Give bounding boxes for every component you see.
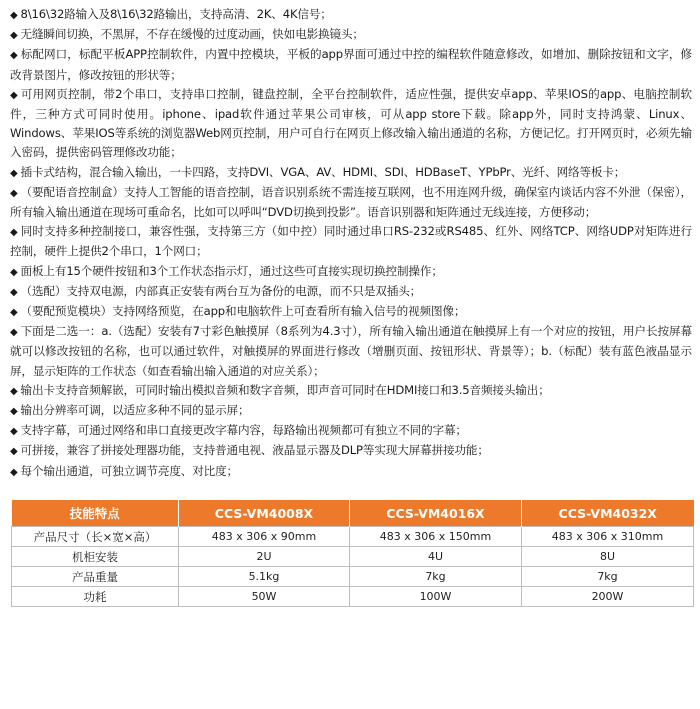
feature-item (10, 441, 692, 461)
feature-text: （要配语音控制盒）支持人工智能的语音控制，语音识别系统不需连接互联网，也不用连网升级，确保室内谈话内容不外泄（保密），所有输入输出通道在现场可重命名，比如可以呼叫“DVD切换到投影”。语音识别器和矩阵通过无线连接，方便移动； (10, 184, 692, 220)
feature-item (10, 381, 692, 401)
diamond-bullet-icon: ◆ (10, 307, 18, 319)
feature-text: 标配网口，标配平板APP控制软件，内置中控模块，平板的app界面可通过中控的编程软件随意修改，如增加、删除按钮和文字，修改背景图片，修改按钮的形状等； (10, 47, 692, 82)
spec-label-cell: 功耗 (12, 587, 179, 607)
diamond-bullet-icon: ◆ (10, 30, 18, 42)
spec-header-row (12, 500, 694, 527)
feature-text: 无缝瞬间切换，不黑屏，不存在缓慢的过度动画，快如电影换镜头； (20, 27, 364, 42)
feature-text: （选配）支持双电源，内部真正安装有两台互为备份的电源，而不只是双插头； (20, 283, 422, 298)
feature-list (10, 5, 692, 482)
spec-value-cell: 483 x 306 x 150mm (350, 527, 522, 547)
feature-text: 插卡式结构，混合输入输出，一卡四路，支持DVI、VGA、AV、HDMI、SDI、HDBaseT、YPbPr、光纤、网络等板卡； (20, 164, 626, 179)
table-row (12, 527, 694, 547)
diamond-bullet-icon: ◆ (10, 167, 18, 179)
spec-value-cell: 483 x 306 x 90mm (179, 527, 350, 547)
feature-item (10, 222, 692, 261)
spec-label-cell: 机柜安装 (12, 547, 179, 567)
feature-item (10, 163, 692, 183)
spec-value-cell: 7kg (350, 567, 522, 587)
diamond-bullet-icon: ◆ (10, 466, 18, 478)
feature-text: （要配预览模块）支持网络预览，在app和电脑软件上可查看所有输入信号的视频图像； (20, 304, 466, 319)
feature-item (10, 401, 692, 421)
spec-header-cell: CCS-VM4016X (350, 500, 522, 527)
feature-text: 同时支持多种控制接口，兼容性强，支持第三方（如中控）同时通过串口RS-232或RS485、红外、网络TCP、网络UDP对矩阵进行控制，硬件上提供2个串口，1个网口； (10, 224, 692, 259)
feature-item (10, 45, 692, 84)
diamond-bullet-icon: ◆ (10, 50, 18, 62)
spec-table (11, 500, 694, 607)
feature-item (10, 322, 692, 381)
feature-item (10, 5, 692, 25)
diamond-bullet-icon: ◆ (10, 385, 18, 397)
feature-text: 支持字幕，可通过网络和串口直接更改字幕内容，每路输出视频都可有独立不同的字幕； (20, 423, 467, 438)
feature-text: 可用网页控制，带2个串口，支持串口控制，键盘控制，全平台控制软件，适应性强，提供安卓app、苹果IOS的app、电脑控制软件，三种方式可同时使用。iphone、ipad软件通过苹果公司审核，可从app store下载。除app外，同时支持鸿蒙、Linux、Windows、苹果IOS等系统的浏览器Web网页控制，用户可自行在网页上修改输入输出通道的名称，方便记忆。打开网页时，必须先输入密码，提供密码管理修改功能； (10, 86, 692, 160)
diamond-bullet-icon: ◆ (10, 266, 18, 278)
spec-value-cell: 5.1kg (179, 567, 350, 587)
feature-text: 输出分辨率可调，以适应多种不同的显示屏； (20, 403, 250, 418)
spec-value-cell: 50W (179, 587, 350, 607)
feature-text: 每个输出通道，可独立调节亮度、对比度； (20, 463, 238, 478)
spec-header-cell: CCS-VM4008X (179, 500, 350, 527)
diamond-bullet-icon: ◆ (10, 327, 18, 339)
diamond-bullet-icon: ◆ (10, 446, 18, 458)
spec-label-cell: 产品重量 (12, 567, 179, 587)
diamond-bullet-icon: ◆ (10, 10, 18, 21)
spec-header-cell: 技能特点 (12, 500, 179, 527)
spec-value-cell: 200W (522, 587, 694, 607)
table-row (12, 567, 694, 587)
feature-item (10, 25, 692, 45)
feature-text: 输出卡支持音频解嵌，可同时输出模拟音频和数字音频，即声音可同时在HDMI接口和3.5音频接头输出； (20, 382, 550, 397)
spec-value-cell: 483 x 306 x 310mm (522, 527, 694, 547)
spec-header-cell: CCS-VM4032X (522, 500, 694, 527)
spec-value-cell: 4U (350, 547, 522, 567)
spec-value-cell: 100W (350, 587, 522, 607)
feature-item (10, 183, 692, 222)
feature-item (10, 262, 692, 282)
spec-value-cell: 7kg (522, 567, 694, 587)
diamond-bullet-icon: ◆ (10, 406, 18, 418)
table-row (12, 587, 694, 607)
diamond-bullet-icon: ◆ (10, 187, 18, 199)
diamond-bullet-icon: ◆ (10, 426, 18, 438)
feature-item (10, 282, 692, 302)
spec-value-cell: 2U (179, 547, 350, 567)
diamond-bullet-icon: ◆ (10, 89, 18, 101)
feature-text: 8\16\32路输入及8\16\32路输出，支持高清、2K、4K信号； (20, 7, 332, 21)
feature-item (10, 421, 692, 441)
spec-label-cell: 产品尺寸（长×宽×高） (12, 527, 179, 547)
feature-text: 下面是二选一：a.（选配）安装有7寸彩色触摸屏（8系列为4.3寸），所有输入输出通道在触摸屏上有一个对应的按钮，用户长按屏幕就可以修改按钮的名称，也可以通过软件，对触摸屏的界面进行修改（增删页面、按钮形状、背景等）；b.（标配）装有蓝色液晶显示屏，显示矩阵的工作状态（如查看输出输入通道的对应关系）； (10, 324, 692, 378)
feature-item (10, 85, 692, 163)
diamond-bullet-icon: ◆ (10, 227, 18, 239)
feature-item (10, 462, 692, 482)
spec-value-cell: 8U (522, 547, 694, 567)
feature-text: 可拼接，兼容了拼接处理器功能，支持普通电视、液晶显示器及DLP等实现大屏幕拼接功能； (20, 443, 489, 458)
table-row (12, 547, 694, 567)
feature-item (10, 302, 692, 322)
diamond-bullet-icon: ◆ (10, 286, 18, 298)
feature-text: 面板上有15个硬件按钮和3个工作状态指示灯，通过这些可直接实现切换控制操作； (20, 263, 443, 278)
